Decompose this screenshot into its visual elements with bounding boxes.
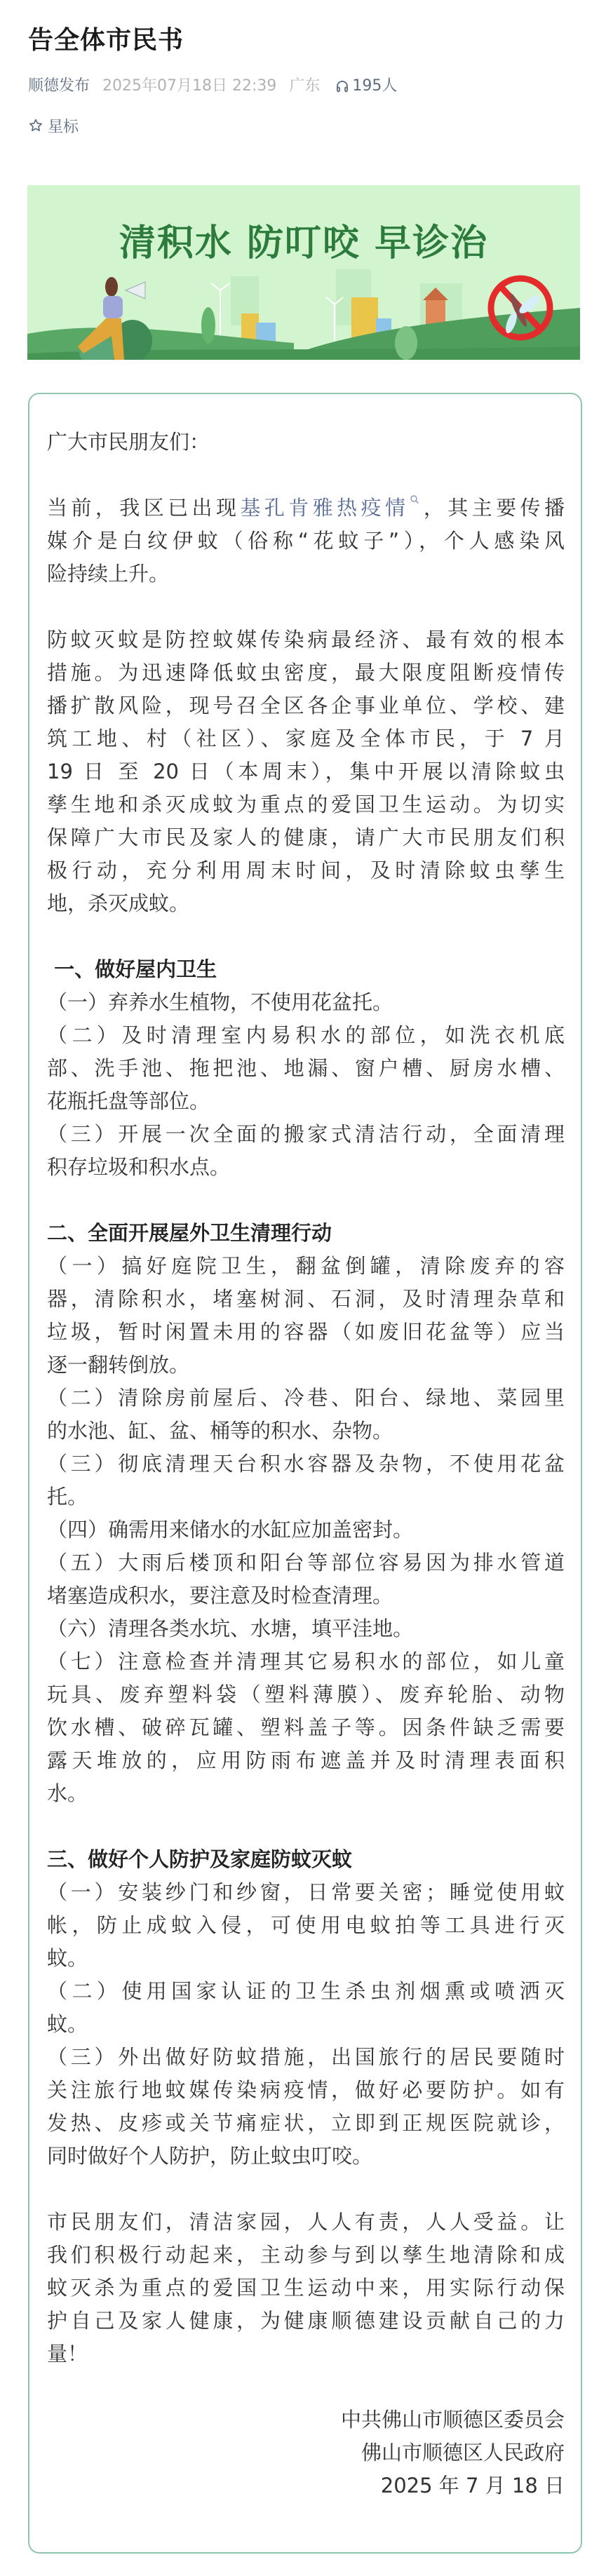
- signature-org-government: 佛山市顺德区人民政府: [361, 2441, 565, 2464]
- intro-line-2: 媒介是白纹伊蚊（俗称“花蚊子”），个人感染风: [47, 529, 565, 553]
- paragraph-action-call: 防蚊灭蚊是防控蚊媒传染病最经济、最有效的根本 措施。为迅速降低蚊虫密度，最大限度阻断疫情传 播扩散风险，现号召全区各企事业单位、学校、建 筑工地、村（社区）、家庭及全体市民，于 7 月 19 日 至 20 日（本周末），集中开展以清除蚊虫 孳生地和杀灭成蚊为重点的爱国卫生运动。为切实 保障广大市民及家人的健康，请广大市民朋友们积 极行动，充分利用周末时间，及时清除蚊虫孳生 地，杀灭成蚊。: [47, 628, 565, 915]
- listen-button[interactable]: [335, 74, 397, 98]
- section-heading: 三、做好个人防护及家庭防蚊灭蚊: [47, 1847, 353, 1871]
- banner-illustration: [27, 185, 580, 360]
- publish-datetime: 2025年07月18日 22:39: [102, 77, 277, 95]
- headphones-icon: [335, 79, 349, 93]
- star-button[interactable]: [28, 114, 79, 137]
- section-indoor-hygiene: 一、做好屋内卫生 （一）弃养水生植物，不使用花盆托。 （二）及时清理室内易积水的部位，如洗衣机底 部、洗手池、拖把池、地漏、窗户槽、厨房水槽、 花瓶托盘等部位。 （三）开展一次全面的搬家式清洁行动，全面清理 积存垃圾和积水点。: [47, 953, 565, 1184]
- star-outline-icon: [28, 118, 43, 133]
- search-icon: [410, 494, 419, 504]
- signature-org-party: 中共佛山市顺德区委员会: [340, 2408, 565, 2432]
- star-label: 星标: [48, 118, 79, 136]
- section-personal-protection: 三、做好个人防护及家庭防蚊灭蚊 （一）安装纱门和纱窗，日常要关密；睡觉使用蚊 帐，防止成蚊入侵，可使用电蚊拍等工具进行灭 蚊。 （二）使用国家认证的卫生杀虫剂烟熏或喷洒灭 蚊。 （三）外出做好防蚊措施，出国旅行的居民要随时 关注旅行地蚊媒传染病疫情，做好必要防护。如有 发热、皮疹或关节痛症状，立即到正规医院就诊， 同时做好个人防护，防止蚊虫叮咬。: [47, 1843, 565, 2173]
- signature-date: 2025 年 7 月 18 日: [380, 2474, 565, 2497]
- listener-count: 195人: [352, 77, 398, 95]
- intro-line-3: 险持续上升。: [47, 562, 170, 586]
- article-title: 告全体市民书: [28, 26, 184, 55]
- letter-body: [47, 426, 565, 2502]
- letter-card: [28, 393, 582, 2554]
- section-heading: 一、做好屋内卫生: [47, 957, 217, 981]
- article-meta: [28, 74, 397, 98]
- section-heading: 二、全面开展屋外卫生清理行动: [47, 1221, 332, 1245]
- topic-link-chikungunya[interactable]: 基孔肯雅热疫情: [240, 496, 419, 520]
- intro-line-1: 当前，我区已出现基孔肯雅热疫情 ，其主要传播: [47, 496, 565, 520]
- banner-slogan: 清积水 防叮咬 早诊治: [119, 222, 489, 264]
- closing-paragraph: 市民朋友们，清洁家园，人人有责，人人受益。让 我们积极行动起来，主动参与到以孳生地清除和成 蚊灭杀为重点的爱国卫生运动中来，用实际行动保 护自己及家人健康，为健康顺德建设贡献自己的力 量！: [47, 2210, 565, 2366]
- section-outdoor-cleanup: 二、全面开展屋外卫生清理行动 （一）搞好庭院卫生，翻盆倒罐，清除废弃的容 器，清除积水，堵塞树洞、石洞，及时清理杂草和 垃圾，暂时闲置未用的容器（如废旧花盆等）应当 逐一翻转倒放。 （二）清除房前屋后、冷巷、阳台、绿地、菜园里 的水池、缸、盆、桶等的积水、杂物。 （三）彻底清理天台积水容器及杂物，不使用花盆 托。 （四）确需用来储水的水缸应加盖密封。 （五）大雨后楼顶和阳台等部位容易因为排水管道 堵塞造成积水，要注意及时检查清理。 （六）清理各类水坑、水塘，填平洼地。 （七）注意检查并清理其它易积水的部位，如儿童 玩具、废弃塑料袋（塑料薄膜）、废弃轮胎、动物 饮水槽、破碎瓦罐、塑料盖子等。因条件缺乏需要 露天堆放的，应用防雨布遮盖并及时清理表面积 水。: [47, 1217, 565, 1810]
- publish-location: 广东: [289, 77, 321, 95]
- campaign-banner-image: [27, 185, 580, 360]
- account-name-link[interactable]: 顺德发布: [28, 77, 90, 95]
- signature-block: [47, 2403, 565, 2502]
- greeting: 广大市民朋友们：: [47, 430, 210, 454]
